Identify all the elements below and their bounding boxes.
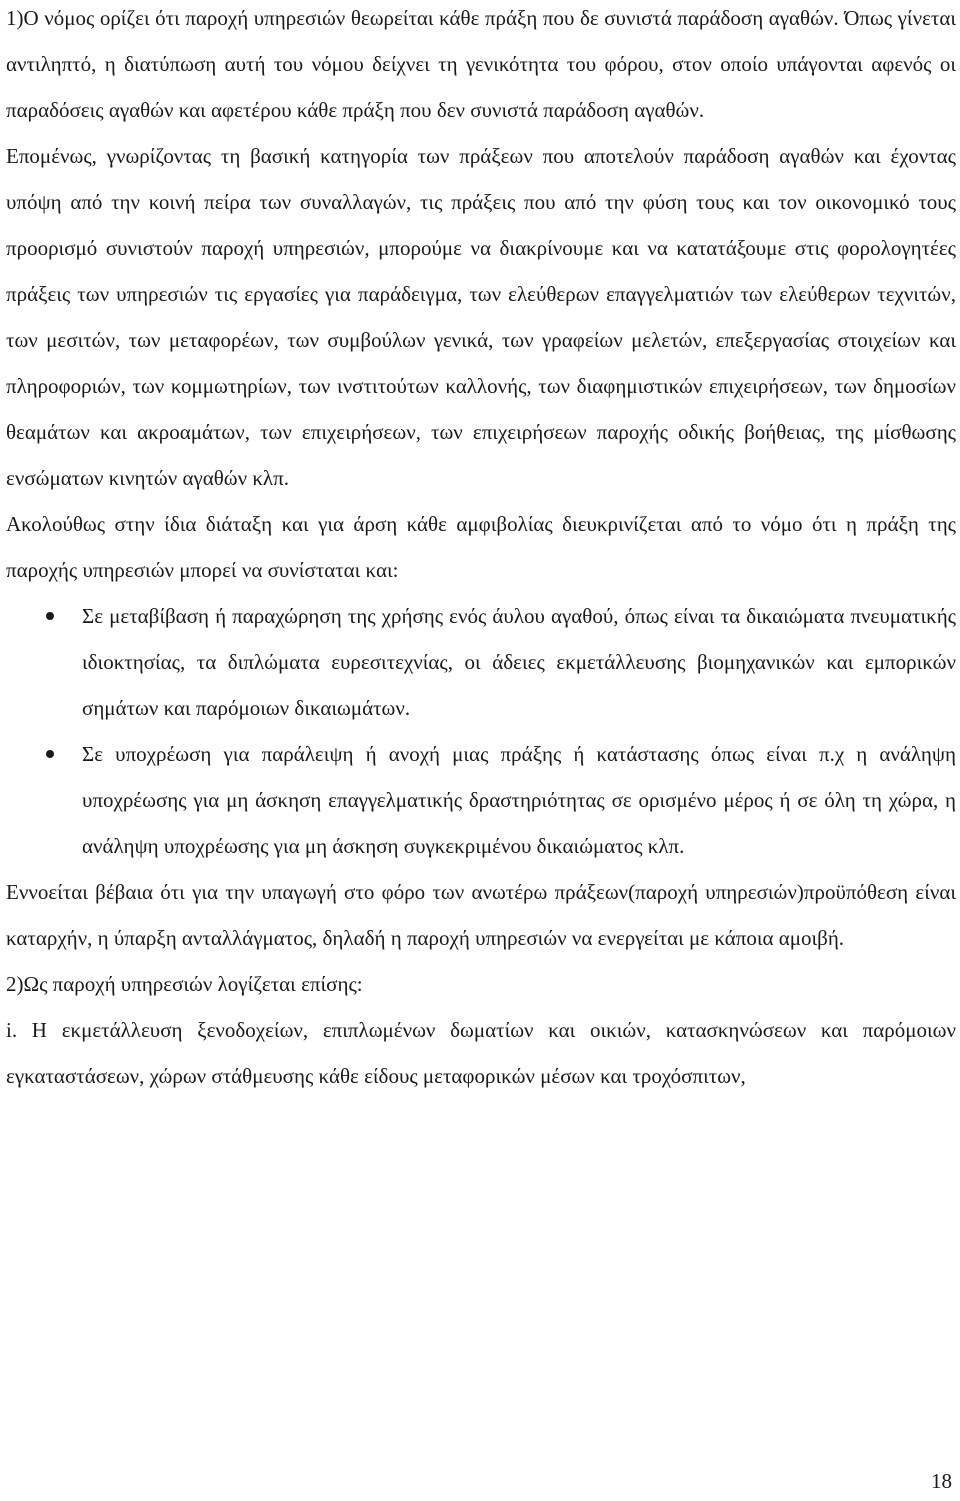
paragraph-consideration: Εννοείται βέβαια ότι για την υπαγωγή στο φόρο των ανωτέρω πράξεων(παροχή υπηρεσιών)προϋπόθεση είναι καταρχήν, η ύπαρξη ανταλλάγματος, δηλαδή η παροχή υπηρεσιών να ενεργείται με κάποια αμοιβή. [6, 880, 956, 950]
page-number: 18 [931, 1469, 952, 1493]
list-item [6, 593, 956, 731]
list-item-text: Σε υποχρέωση για παράλειψη ή ανοχή μιας πράξης ή κατάστασης όπως είναι π.χ η ανάληψη υποχρέωσης για μη άσκηση επαγγελματικής δραστηριότητας σε ορισμένο μέρος ή σε όλη τη χώρα, η ανάληψη υποχρέωσης για μη άσκηση συγκεκριμένου δικαιώματος κλπ. [82, 742, 956, 858]
document-page [6, 0, 956, 1099]
paragraph-service-examples: Επομένως, γνωρίζοντας τη βασική κατηγορία των πράξεων που αποτελούν παράδοση αγαθών και έχοντας υπόψη από την κοινή πείρα των συναλλαγών, τις πράξεις που από την φύση τους και τον οικονομικό τους προορισμό συνιστούν παροχή υπηρεσιών, μπορούμε να διακρίνουμε και να κατατάξουμε στις φορολογητέες πράξεις των υπηρεσιών τις εργασίες για παράδειγμα, των ελεύθερων επαγγελματιών των ελεύθερων τεχνιτών, των μεσιτών, των μεταφορέων, των συμβούλων γενικά, των γραφείων μελετών, επεξεργασίας στοιχείων και πληροφοριών, των κομμωτηρίων, των ινστιτούτων καλλονής, των διαφημιστικών επιχειρήσεων, των δημοσίων θεαμάτων και ακροαμάτων, των επιχειρήσεων, των επιχειρήσεων παροχής οδικής βοήθειας, της μίσθωσης ενσώματων κινητών αγαθών κλπ. [6, 144, 956, 490]
paragraph-hotel-exploitation: i. Η εκμετάλλευση ξενοδοχείων, επιπλωμένων δωματίων και οικιών, κατασκηνώσεων και παρόμοιων εγκαταστάσεων, χώρων στάθμευσης κάθε είδους μεταφορικών μέσων και τροχόσπιτων, [6, 1018, 956, 1088]
bullet-dot-icon [46, 750, 54, 758]
list-item [6, 731, 956, 869]
paragraph-section-2-heading: 2)Ως παροχή υπηρεσιών λογίζεται επίσης: [6, 972, 363, 996]
bullet-dot-icon [46, 612, 54, 620]
paragraph-service-clarification: Ακολούθως στην ίδια διάταξη και για άρση κάθε αμφιβολίας διευκρινίζεται από το νόμο ότι η πράξη της παροχής υπηρεσιών μπορεί να συνίσταται και: [6, 512, 956, 582]
list-item-text: Σε μεταβίβαση ή παραχώρηση της χρήσης ενός άυλου αγαθού, όπως είναι τα δικαιώματα πνευματικής ιδιοκτησίας, τα διπλώματα ευρεσιτεχνίας, οι άδειες εκμετάλλευσης βιομηχανικών και εμπορικών σημάτων και παρόμοιων δικαιωμάτων. [82, 604, 956, 720]
paragraph-service-definition: 1)Ο νόμος ορίζει ότι παροχή υπηρεσιών θεωρείται κάθε πράξη που δε συνιστά παράδοση αγαθών. Όπως γίνεται αντιληπτό, η διατύπωση αυτή του νόμου δείχνει τη γενικότητα του φόρου, στον οποίο υπάγονται αφενός οι παραδόσεις αγαθών και αφετέρου κάθε πράξη που δεν συνιστά παράδοση αγαθών. [6, 6, 956, 122]
bullet-list [6, 593, 956, 869]
